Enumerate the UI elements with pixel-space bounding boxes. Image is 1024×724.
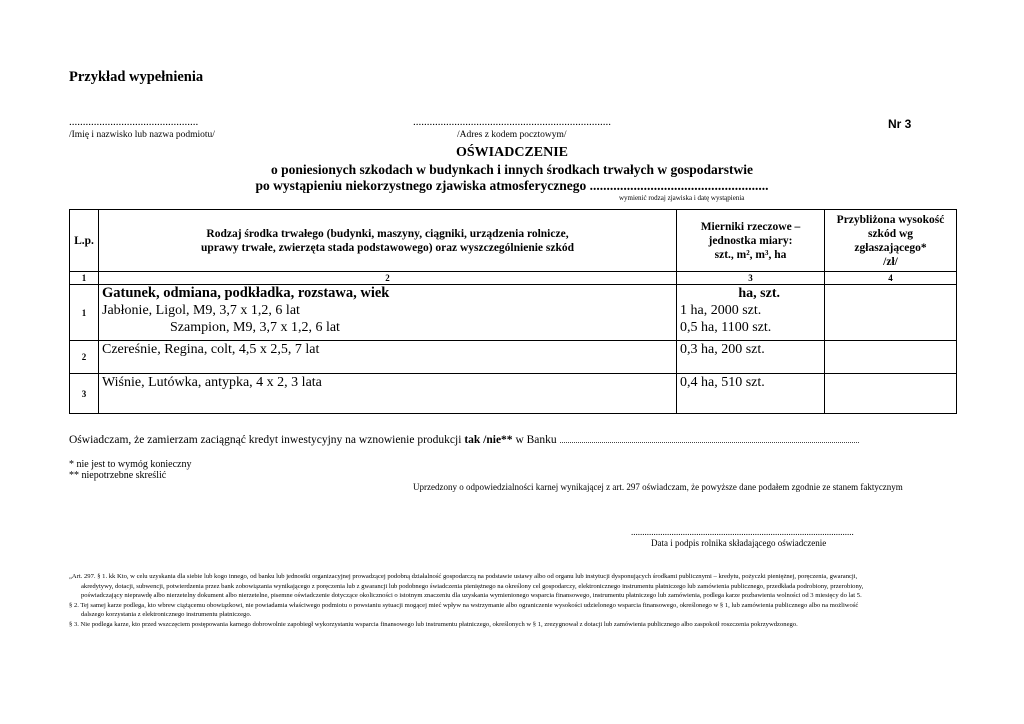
description-heading: Gatunek, odmiana, podkładka, rozstawa, wiek [102, 285, 390, 301]
measures-line: 0,5 ha, 1100 szt. [680, 320, 772, 335]
header-measures-line2: jednostka miary: [708, 234, 793, 247]
name-field-label: /Imię i nazwisko lub nazwa podmiotu/ [69, 130, 215, 140]
law-paragraph: „Art. 297. § 1. kk Kto, w celu uzyskania dla siebie lub kogo innego, od banku lub jednostki organizacyjnej prowadzącej podobną działalność gospodarczą na podstawie ustawy albo od organu lub instytucji dysponujących środkami publicznymi – kredytu, pożyczki pieniężnej, poręczenia, gwarancji, [69, 573, 858, 580]
header-description-line1: Rodzaj środka trwałego (budynki, maszyny, ciągniki, urządzenia rolnicze, [206, 227, 569, 240]
address-field-label: /Adres z kodem pocztowym/ [457, 130, 567, 140]
table-row [70, 341, 957, 374]
declaration-text-b: w Banku [512, 434, 560, 446]
row-lp: 1 [70, 285, 99, 341]
table-row [70, 374, 957, 414]
row-description[interactable]: Czereśnie, Regina, colt, 4,5 x 2,5, 7 lat [99, 341, 677, 374]
header-lp: L.p. [70, 210, 99, 272]
header-estimate-line4: /zł/ [883, 255, 898, 268]
header-measures-line3: szt., m², m³, ha [714, 248, 787, 261]
liability-warning: Uprzedzony o odpowiedzialności karnej wynikającej z art. 297 oświadczam, że powyższe dane podałem zgodnie ze stanem faktycznym [413, 482, 903, 492]
column-number-1: 1 [70, 272, 99, 285]
legal-excerpt [69, 572, 959, 630]
law-paragraph: poświadczający nieprawdę albo nierzetelny dokument albo nierzetelne, pisemne oświadczenie dotyczące okoliczności o istotnym znaczeniu dla uzyskania wymienionego wsparcia finansowego, instrumentu płatniczego lub zamówienia, podlega karze pozbawienia wolności od 3 miesięcy do lat 5. [81, 592, 862, 600]
bank-field-dots[interactable]: ...................................................................................................................................................... [559, 436, 860, 445]
row-measures[interactable]: 0,3 ha, 200 szt. [677, 341, 825, 374]
row-description[interactable] [99, 285, 677, 341]
law-paragraph: § 2. Tej samej karze podlega, kto wbrew ciążącemu obowiązkowi, nie powiadamia właściwego podmiotu o powstaniu sytuacji mogącej mieć wpływ na wstrzymanie albo ograniczenie wysokości udzielonego wsparcia finansowego, określonego w § 1, lub zamówienia publicznego albo na możliwość [69, 601, 859, 609]
law-paragraph: dalszego korzystania z elektronicznego instrumentu płatniczego. [81, 611, 252, 619]
header-description [99, 210, 677, 272]
row-estimate[interactable] [825, 341, 957, 374]
declaration-text-a: Oświadczam, że zamierzam zaciągnąć kredyt inwestycyjny na wznowienie produkcji [69, 434, 465, 446]
row-measures[interactable]: 0,4 ha, 510 szt. [677, 374, 825, 414]
header-estimate-line3: zgłaszającego* [854, 241, 927, 254]
statement-subtitle-line1: o poniesionych szkodach w budynkach i innych środkach trwałych w gospodarstwie [270, 162, 754, 177]
law-paragraph: akredytywy, dotacji, subwencji, potwierdzenia przez bank zobowiązania wynikającego z poręczenia lub z gwarancji lub podobnego świadczenia pieniężnego na określony cel gospodarczy, elektronicznego instrumentu płatniczego lub zamówienia publicznego, przedkłada podrobiony, przerobiony, [81, 582, 864, 590]
credit-declaration [69, 434, 860, 446]
description-line: Jabłonie, Ligol, M9, 3,7 x 1,2, 6 lat [102, 303, 300, 318]
table-row [70, 285, 957, 341]
measures-line: 1 ha, 2000 szt. [680, 303, 762, 318]
table-header-row [70, 210, 957, 272]
header-estimate-line2: szkód wg [867, 227, 914, 240]
row-lp: 2 [70, 341, 99, 374]
document-number: Nr 3 [888, 117, 912, 131]
footnote-optional: * nie jest to wymóg konieczny [69, 459, 192, 470]
description-line: Szampion, M9, 3,7 x 1,2, 6 lat [170, 320, 340, 335]
phenomenon-hint: wymienić rodzaj zjawiska i datę wystąpienia [619, 194, 745, 202]
law-paragraph: § 3. Nie podlega karze, kto przed wszczęciem postępowania karnego dobrowolnie zapobiegł wykorzystaniu wsparcia finansowego lub instrumentu płatniczego, określonych w § 1, zrezygnował z dotacji lub zamówienia publicznego albo zaspokoił roszczenia pokrzywdzonego. [69, 620, 798, 628]
row-lp: 3 [70, 374, 99, 414]
address-field-dots[interactable]: ........................................................................ [413, 116, 611, 128]
footnote-strike: ** niepotrzebne skreślić [69, 470, 167, 481]
header-measures-line1: Mierniki rzeczowe – [700, 220, 801, 233]
column-number-4: 4 [825, 272, 957, 285]
header-description-line2: uprawy trwałe, zwierzęta stada podstawowego) oraz wyszczególnienie szkód [200, 241, 575, 254]
declaration-yes-no[interactable]: tak /nie** [464, 434, 513, 446]
statement-title: OŚWIADCZENIE [455, 145, 569, 160]
page-title: Przykład wypełnienia [69, 69, 204, 85]
column-number-2: 2 [99, 272, 677, 285]
measures-heading: ha, szt. [738, 286, 780, 301]
column-number-row [70, 272, 957, 285]
row-estimate[interactable] [825, 374, 957, 414]
header-estimate-line1: Przybliżona wysokość [836, 213, 945, 226]
header-estimate [825, 210, 957, 272]
row-estimate[interactable] [825, 285, 957, 341]
name-field-dots[interactable]: ............................................... [69, 116, 199, 128]
column-number-3: 3 [677, 272, 825, 285]
damage-table [69, 209, 957, 414]
row-description[interactable]: Wiśnie, Lutówka, antypka, 4 x 2, 3 lata [99, 374, 677, 414]
signature-label: Data i podpis rolnika składającego oświadczenie [651, 538, 827, 548]
signature-dots[interactable]: ................................................................................................... [631, 527, 854, 537]
statement-subtitle-line2: po wystąpieniu niekorzystnego zjawiska atmosferycznego ..................................................... [255, 178, 769, 193]
header-measures [677, 210, 825, 272]
row-measures[interactable] [677, 285, 825, 341]
